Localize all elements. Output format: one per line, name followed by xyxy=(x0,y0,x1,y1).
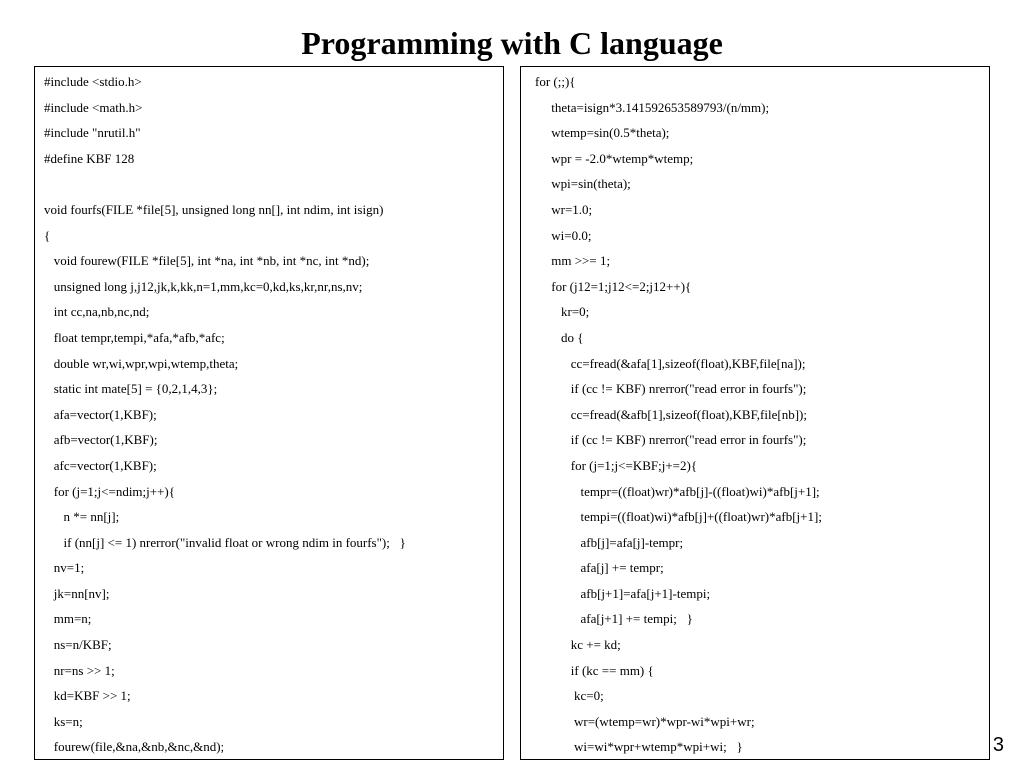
code-line: n *= nn[j]; xyxy=(44,509,120,525)
code-line: for (j=1;j<=KBF;j+=2){ xyxy=(535,457,698,473)
code-line: afb[j]=afa[j]-tempr; xyxy=(535,534,684,550)
code-line: wi=wi*wpr+wtemp*wpi+wi; } xyxy=(535,739,743,755)
code-line: int cc,na,nb,nc,nd; xyxy=(44,304,150,320)
code-line: wtemp=sin(0.5*theta); xyxy=(535,125,670,141)
code-line: wr=1.0; xyxy=(535,201,593,217)
code-line: afc=vector(1,KBF); xyxy=(44,457,157,473)
code-line: kc=0; xyxy=(535,688,604,704)
code-line: if (cc != KBF) nrerror("read error in fourfs"); xyxy=(535,432,807,448)
code-line: for (j=1;j<=ndim;j++){ xyxy=(44,483,175,499)
code-line: cc=fread(&afa[1],sizeof(float),KBF,file[na]); xyxy=(535,355,806,371)
code-panel-left xyxy=(34,66,504,760)
code-line: nr=ns >> 1; xyxy=(44,662,115,678)
code-line: #include "nrutil.h" xyxy=(44,125,141,141)
code-line: afa=vector(1,KBF); xyxy=(44,406,157,422)
code-line xyxy=(44,175,503,201)
code-line: #include <math.h> xyxy=(44,99,143,115)
code-line: for (;;){ xyxy=(535,74,576,89)
code-line: cc=fread(&afb[1],sizeof(float),KBF,file[nb]); xyxy=(535,406,807,422)
code-line: if (nn[j] <= 1) nrerror("invalid float or wrong ndim in fourfs"); } xyxy=(44,534,406,550)
code-line: fourew(file,&na,&nb,&nc,&nd); xyxy=(44,739,225,755)
code-line: for (j12=1;j12<=2;j12++){ xyxy=(535,278,692,294)
code-line: ns=n/KBF; xyxy=(44,637,112,653)
code-line: kd=KBF >> 1; xyxy=(44,688,131,704)
code-line: #define KBF 128 xyxy=(44,150,135,166)
code-line: wr=(wtemp=wr)*wpr-wi*wpi+wr; xyxy=(535,713,755,729)
code-line: wpr = -2.0*wtemp*wtemp; xyxy=(535,150,694,166)
code-panel-right xyxy=(520,66,990,760)
code-line: tempi=((float)wi)*afb[j]+((float)wr)*afb[j+1]; xyxy=(535,509,822,525)
code-line: #include <stdio.h> xyxy=(44,74,142,89)
code-line: wi=0.0; xyxy=(535,227,592,243)
code-line: if (kc == mm) { xyxy=(535,662,654,678)
code-line: mm >>= 1; xyxy=(535,253,611,269)
code-line: afb=vector(1,KBF); xyxy=(44,432,158,448)
code-line: mm=n; xyxy=(44,611,92,627)
code-line: unsigned long j,j12,jk,k,kk,n=1,mm,kc=0,kd,ks,kr,nr,ns,nv; xyxy=(44,278,363,294)
code-line: kr=0; xyxy=(535,304,590,320)
code-line: float tempr,tempi,*afa,*afb,*afc; xyxy=(44,329,225,345)
code-line: afa[j] += tempr; xyxy=(535,560,664,576)
code-line: do { xyxy=(535,329,584,345)
code-line: nv=1; xyxy=(44,560,85,576)
code-line: ks=n; xyxy=(44,713,83,729)
slide-title: Programming with C language xyxy=(301,25,723,61)
code-line: wpi=sin(theta); xyxy=(535,176,631,192)
code-line: double wr,wi,wpr,wpi,wtemp,theta; xyxy=(44,355,239,371)
code-line: { xyxy=(44,227,51,243)
code-line: theta=isign*3.141592653589793/(n/mm); xyxy=(535,99,770,115)
code-line: static int mate[5] = {0,2,1,4,3}; xyxy=(44,381,218,397)
code-line: tempr=((float)wr)*afb[j]-((float)wi)*afb[j+1]; xyxy=(535,483,820,499)
code-line: void fourfs(FILE *file[5], unsigned long nn[], int ndim, int isign) xyxy=(44,201,384,217)
code-line: void fourew(FILE *file[5], int *na, int *nb, int *nc, int *nd); xyxy=(44,253,370,269)
code-line: afb[j+1]=afa[j+1]-tempi; xyxy=(535,585,711,601)
code-line: afa[j+1] += tempi; } xyxy=(535,611,693,627)
code-line: kc += kd; xyxy=(535,637,621,653)
code-line: jk=nn[nv]; xyxy=(44,585,110,601)
code-line: if (cc != KBF) nrerror("read error in fourfs"); xyxy=(535,381,807,397)
page-number: 3 xyxy=(992,734,1004,756)
